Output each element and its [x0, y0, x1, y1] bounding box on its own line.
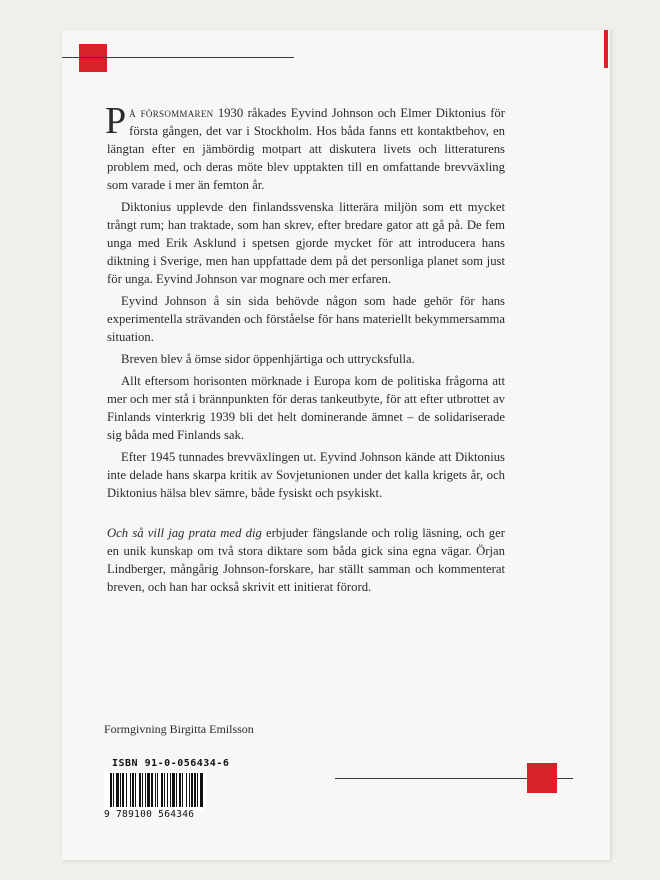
- barcode-bar: [147, 773, 150, 807]
- barcode-bar: [145, 773, 146, 807]
- barcode-bar: [194, 773, 196, 807]
- paragraph-3: Eyvind Johnson å sin sida behövde någon som hade gehör för hans experimentella strävanden och förståelse för hans materiellt bekymmersamma situation.: [107, 294, 505, 344]
- barcode-bar: [110, 773, 112, 807]
- red-square-bottom: [527, 763, 557, 793]
- barcode-bar: [200, 773, 203, 807]
- paragraph-2: Diktonius upplevde den finlandssvenska litterära miljön som ett mycket trångt rum; han traktade, som han skrev, efter bredare gator att gå på. De fem unga med Erik Asklund i spetsen gjorde mycket för att introducera hans diktning i Sverige, men han uppfattade dem på det personliga planet som just för unga. Eyvind Johnson var mognare och mer erfaren.: [107, 200, 505, 286]
- barcode-bar: [170, 773, 171, 807]
- rule-top: [62, 57, 294, 58]
- barcode-bar: [164, 773, 165, 807]
- closing-text: erbjuder fängslande och rolig läsning, och ger en unik kunskap om två stora diktare som båda gick sina egna vägar. Örjan Lindberger, mångårig Johnson-forskare, har ställt samman och kommenterat breven, och han har också skrivit ett initierat förord.: [107, 526, 505, 594]
- barcode-bar: [155, 773, 156, 807]
- closing-paragraph: [107, 524, 505, 596]
- barcode-bar: [172, 773, 175, 807]
- barcode-bar: [120, 773, 121, 807]
- red-square-top: [79, 44, 107, 72]
- barcode-bar: [142, 773, 143, 807]
- barcode-bar: [157, 773, 158, 807]
- isbn-label: ISBN 91-0-056434-6: [112, 758, 230, 769]
- paragraph-4: Breven blev å ömse sidor öppenhjärtiga och uttrycksfulla.: [121, 352, 415, 366]
- barcode-bars: [104, 771, 206, 809]
- barcode-bar: [197, 773, 198, 807]
- barcode-bar: [132, 773, 134, 807]
- spine-red-edge: [604, 30, 608, 68]
- barcode-bar: [189, 773, 190, 807]
- book-title-italic: Och så vill jag prata med dig: [107, 526, 262, 540]
- paragraph-1: [105, 100, 505, 194]
- barcode-bar: [151, 773, 153, 807]
- barcode-digits: 9 789100 564346: [104, 809, 195, 820]
- barcode-bar: [135, 773, 136, 807]
- barcode-bar: [191, 773, 193, 807]
- drop-cap: P: [105, 100, 127, 142]
- blurb-text: [105, 100, 505, 600]
- barcode-bar: [126, 773, 127, 807]
- paragraph-1-text: 1930 råkades Eyvind Johnson och Elmer Diktonius för första gången, det var i Stockholm. Hos båda fanns ett kontaktbehov, en längtan efter en jämbördig motpart att diskutera livets och litteraturens problem med, och deras möte blev upptakten till en omfattande brevväxling som varade i mer än femton år.: [107, 106, 505, 192]
- paragraph-5: Allt eftersom horisonten mörknade i Europa kom de politiska frågorna att mer och mer stå i brännpunkten för deras tankeutbyte, för att efter utbrottet av Finlands vinterkrig 1939 bli det helt dominerande ämnet – de solidariserade sig båda med Finlands sak.: [107, 374, 505, 442]
- barcode-bar: [176, 773, 177, 807]
- barcode-bar: [179, 773, 181, 807]
- paragraph-6: Efter 1945 tunnades brevväxlingen ut. Eyvind Johnson kände att Diktonius inte delade hans skarpa kritik av Sovjetunionen under det kalla krigets år, och Diktonius hälsa blev sämre, både fysiskt och psykiskt.: [107, 450, 505, 500]
- barcode-bar: [182, 773, 183, 807]
- barcode-bar: [122, 773, 124, 807]
- barcode-bar: [113, 773, 114, 807]
- barcode-bar: [186, 773, 187, 807]
- barcode-bar: [161, 773, 163, 807]
- barcode: [104, 771, 206, 811]
- barcode-bar: [116, 773, 119, 807]
- barcode-bar: [130, 773, 131, 807]
- barcode-bar: [167, 773, 168, 807]
- design-credit: Formgivning Birgitta Emilsson: [104, 722, 254, 736]
- barcode-bar: [139, 773, 141, 807]
- opening-small-caps: å försommaren: [129, 106, 214, 120]
